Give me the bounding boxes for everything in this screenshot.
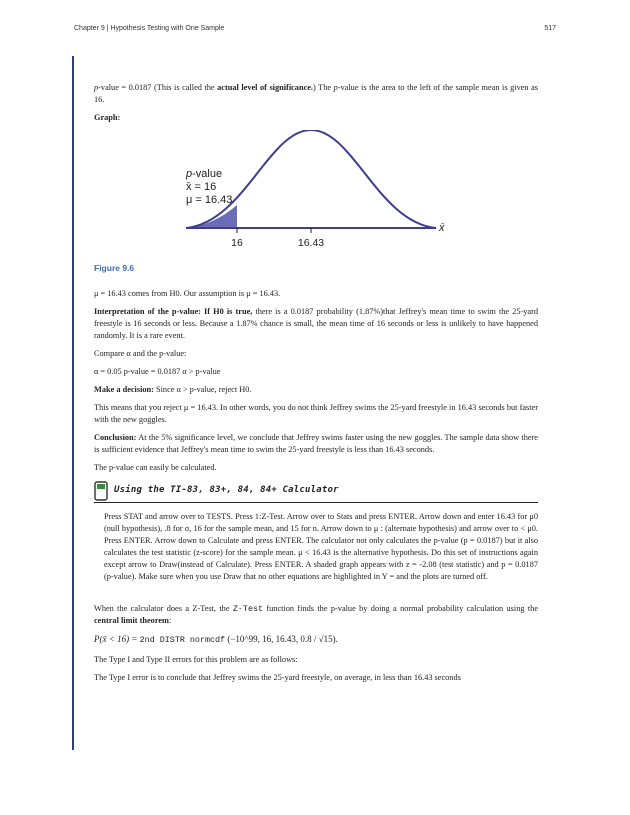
normal-curve	[186, 130, 436, 228]
type-one-error-paragraph: The Type I error is to conclude that Jeffrey swims the 25-yard freestyle, on average, in less than 16.43 seconds	[94, 673, 461, 682]
interpretation-paragraph	[94, 306, 538, 342]
compare-line: Compare α and the p-value:	[94, 349, 187, 358]
running-header-chapter: Chapter 9 | Hypothesis Testing with One Sample	[74, 25, 225, 32]
text: Since α > p-value, reject H0.	[153, 385, 252, 394]
graph-heading: Graph:	[94, 113, 121, 122]
calculator-instructions-text: Press STAT and arrow over to TESTS. Press 1:Z-Test. Arrow over to Stats and press ENTER. Arrow down and enter 16.43 for μ0 (null hypothesis), .8 for σ, 16 for the sample mean, and 15 for n. Arrow down to μ : (alternate hypothesis) and arrow over to < μ0. Press ENTER. Arrow down to Calculate and press ENTER. The calculator not only calculates the p-value (p = 0.0187) but it also calculates the test statistic (z-score) for the sample mean. μ < 16.43 is the alternative hypothesis. Do this set of instructions again except arrow to Draw(instead of Calculate). Press ENTER. A shaded graph appears with z = -2.08 (test statistic) and p = 0.0187 (p-value). Make sure when you use Draw that no other equations are highlighted in Y = and the plots are turned off.	[104, 512, 538, 581]
bold-lead: Make a decision:	[94, 385, 154, 394]
tick-label-16-43: 16.43	[297, 237, 325, 249]
calculator-section-title: Using the TI-83, 83+, 84, 84+ Calculator	[114, 485, 339, 495]
formula-lhs: P(x̄ < 16) =	[94, 634, 138, 644]
page-number: 517	[544, 25, 556, 32]
calculator-box-header	[94, 480, 538, 503]
margin-rule	[72, 56, 74, 750]
normcdf-formula	[94, 633, 538, 646]
formula-end: ).	[332, 634, 338, 644]
bold-lead: Conclusion:	[94, 433, 137, 442]
p-value-label: p-value	[186, 168, 223, 180]
calculator-icon	[94, 481, 108, 501]
code-term: Z-Test	[232, 604, 264, 614]
p-italic: p	[333, 83, 338, 92]
type-errors-intro: The Type I and Type II errors for this problem are as follows:	[94, 655, 298, 664]
bold-lead: Interpretation of the p-value: If H0 is true,	[94, 307, 253, 316]
text: function finds the p-value by doing a normal probability calculation using the	[263, 604, 539, 613]
figure-caption: Figure 9.6	[94, 263, 135, 273]
alpha-line: α = 0.05 p-value = 0.0187 α > p-value	[94, 367, 221, 376]
tick-label-16: 16	[231, 237, 243, 249]
text: -value is the area to the left of the sample mean is given as 16.	[94, 83, 538, 104]
bold-term: central limit theorem	[94, 616, 169, 625]
z-test-paragraph	[94, 603, 538, 627]
text: there is a 0.0187 probability (1.87%)that Jeffrey's mean time to swim the 25-yard freestyle is 16 seconds or less. Because a 1.87% chance is small, the mean time of 16 seconds or less is unlikely to have happened randomly. It is a rare event.	[94, 307, 538, 340]
xbar-label: x̄ = 16	[186, 181, 217, 193]
p-italic: p	[94, 83, 99, 92]
mu-label: μ = 16.43	[186, 194, 233, 206]
p-value-shaded-area	[186, 205, 237, 228]
formula-command: 2nd DISTR normcdf	[139, 635, 226, 645]
mu-paragraph: μ = 16.43 comes from H0. Our assumption is μ = 16.43.	[94, 289, 281, 298]
text: At the 5% significance level, we conclude that Jeffrey swims faster using the new goggles. The sample data show there is sufficient evidence that Jeffrey's mean time to swim the 25-yard freestyle is less than 16.43 seconds.	[94, 433, 538, 454]
text: ) The	[313, 83, 334, 92]
text: :	[168, 616, 172, 625]
normal-curve-figure	[94, 130, 538, 258]
text: -value = 0.0187 (This is called the	[98, 83, 218, 92]
axis-variable-label: x̄	[439, 222, 445, 234]
calc-intro: The p-value can easily be calculated.	[94, 463, 217, 472]
decision-paragraph	[94, 384, 538, 396]
meaning-paragraph: This means that you reject μ = 16.43. In other words, you do not think Jeffrey swims the 25-yard freestyle in 16.43 seconds but faster with the new goggles.	[94, 403, 538, 424]
p-value-paragraph	[94, 82, 538, 106]
calculator-instructions	[94, 511, 538, 583]
bold-term: actual level of significance.	[217, 83, 314, 92]
formula-root: √15	[318, 634, 333, 644]
page-content	[94, 82, 538, 690]
conclusion-paragraph	[94, 432, 538, 456]
text: When the calculator does a Z-Test, the	[94, 604, 233, 613]
formula-args: (−10^99, 16, 16.43, 0.8 /	[227, 634, 317, 644]
